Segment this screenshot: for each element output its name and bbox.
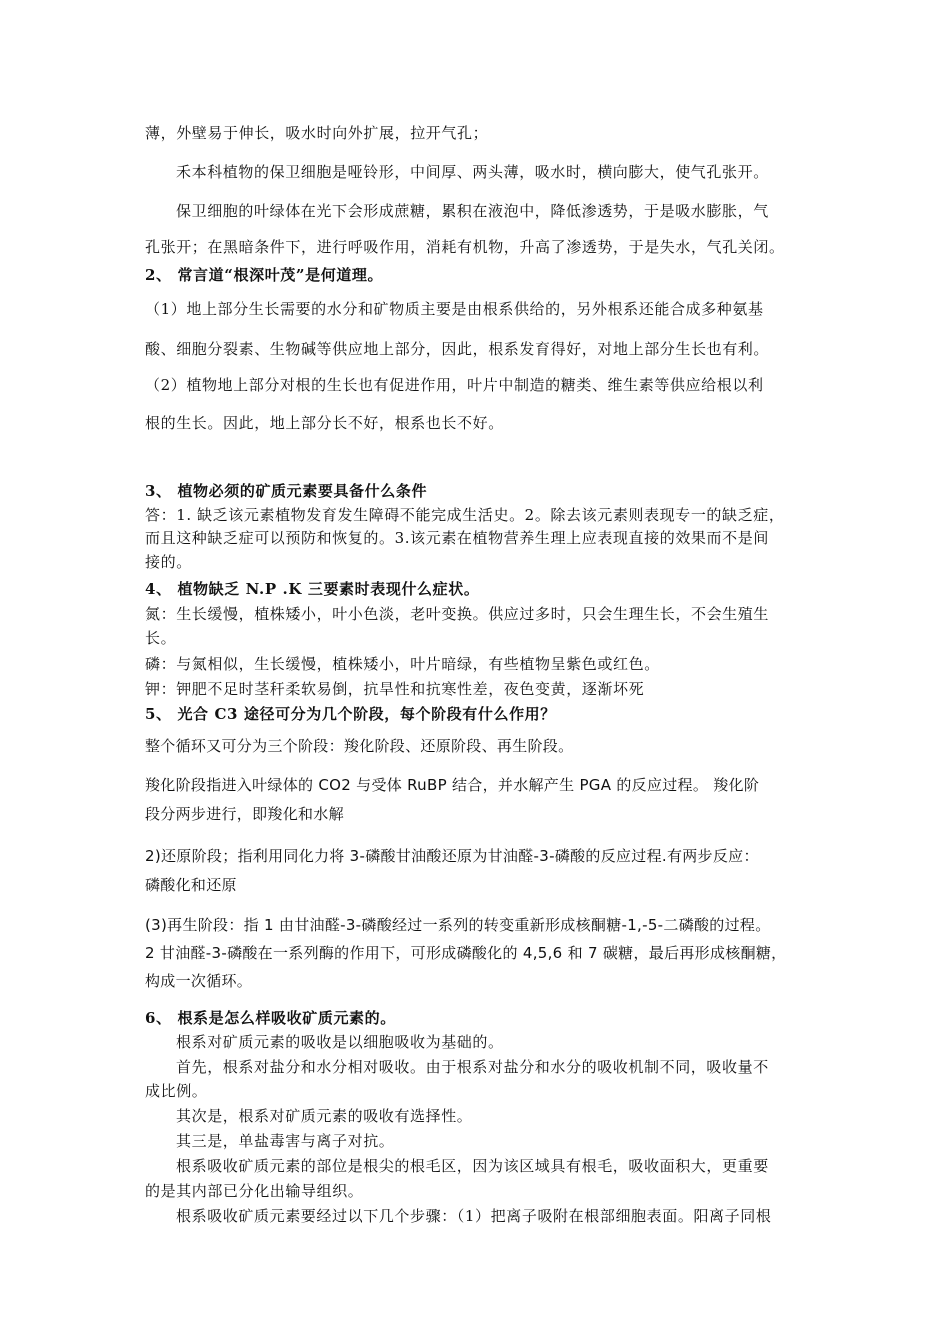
text-line: 接的。: [145, 553, 192, 571]
text-line: 而且这种缺乏症可以预防和恢复的。3.该元素在植物营养生理上应表现直接的效果而不是间: [145, 529, 769, 547]
text-line: 根系吸收矿质元素要经过以下几个步骤：（1）把离子吸附在根部细胞表面。阳离子同根: [176, 1207, 772, 1225]
question-heading: 5、 光合 C3 途径可分为几个阶段，每个阶段有什么作用？: [145, 705, 556, 723]
text-line: 构成一次循环。: [145, 972, 253, 990]
text-line: (3)再生阶段：指 1 由甘油醛-3-磷酸经过一系列的转变重新形成核酮糖-1,-5-二磷酸的过程。: [145, 916, 771, 934]
text-line: 长。: [145, 629, 177, 647]
text-line: 段分两步进行，即羧化和水解: [145, 805, 344, 823]
question-heading: 2、 常言道“根深叶茂”是何道理。: [145, 266, 384, 284]
text-line: 氮：生长缓慢，植株矮小，叶小色淡，老叶变换。供应过多时，只会生理生长，不会生殖生: [145, 605, 770, 623]
text-line: 禾本科植物的保卫细胞是哑铃形，中间厚、两头薄，吸水时，横向膨大，使气孔张开。: [176, 163, 769, 181]
text-line: 2)还原阶段；指利用同化力将 3-磷酸甘油酸还原为甘油醛-3-磷酸的反应过程.有两步反应：: [145, 847, 759, 865]
text-line: （1）地上部分生长需要的水分和矿物质主要是由根系供给的，另外根系还能合成多种氨基: [145, 300, 764, 318]
text-line: 孔张开；在黑暗条件下，进行呼吸作用，消耗有机物，升高了渗透势，于是失水，气孔关闭。: [145, 238, 785, 256]
text-line: 羧化阶段指进入叶绿体的 CO2 与受体 RuBP 结合，并水解产生 PGA 的反应过程。 羧化阶: [145, 776, 760, 794]
text-line: （2）植物地上部分对根的生长也有促进作用，叶片中制造的糖类、维生素等供应给根以利: [145, 376, 764, 394]
text-line: 成比例。: [145, 1082, 208, 1100]
text-line: 根的生长。因此，地上部分长不好，根系也长不好。: [145, 414, 504, 432]
text-line: 薄，外壁易于伸长，吸水时向外扩展，拉开气孔；: [145, 124, 489, 142]
text-line: 酸、细胞分裂素、生物碱等供应地上部分，因此，根系发育得好，对地上部分生长也有利。: [145, 340, 770, 358]
text-line: 的是其内部已分化出输导组织。: [145, 1182, 364, 1200]
question-heading: 6、 根系是怎么样吸收矿质元素的。: [145, 1009, 396, 1027]
document-page: [145, 0, 810, 1344]
text-line: 答：1. 缺乏该元素植物发育发生障碍不能完成生活史。2。除去该元素则表现专一的缺乏症，: [145, 506, 785, 524]
text-line: 根系吸收矿质元素的部位是根尖的根毛区，因为该区域具有根毛，吸收面积大，更重要: [176, 1157, 769, 1175]
question-heading: 4、 植物缺乏 N.P .K 三要素时表现什么症状。: [145, 580, 480, 598]
text-line: 钾：钾肥不足时茎秆柔软易倒，抗旱性和抗寒性差，夜色变黄，逐渐坏死: [145, 680, 645, 698]
text-line: 整个循环又可分为三个阶段：羧化阶段、还原阶段、再生阶段。: [145, 737, 574, 755]
question-heading: 3、 植物必须的矿质元素要具备什么条件: [145, 482, 428, 500]
text-line: 保卫细胞的叶绿体在光下会形成蔗糖，累积在液泡中，降低渗透势，于是吸水膨胀，气: [176, 202, 769, 220]
text-line: 首先，根系对盐分和水分相对吸收。由于根系对盐分和水分的吸收机制不同，吸收量不: [176, 1058, 769, 1076]
text-line: 其三是，单盐毒害与离子对抗。: [176, 1132, 395, 1150]
text-line: 磷：与氮相似，生长缓慢，植株矮小，叶片暗绿，有些植物呈紫色或红色。: [145, 655, 660, 673]
text-line: 其次是，根系对矿质元素的吸收有选择性。: [176, 1107, 473, 1125]
text-line: 2 甘油醛-3-磷酸在一系列酶的作用下，可形成磷酸化的 4,5,6 和 7 碳糖，最后再形成核酮糖，: [145, 944, 787, 962]
text-line: 根系对矿质元素的吸收是以细胞吸收为基础的。: [176, 1033, 504, 1051]
text-line: 磷酸化和还原: [145, 876, 237, 894]
